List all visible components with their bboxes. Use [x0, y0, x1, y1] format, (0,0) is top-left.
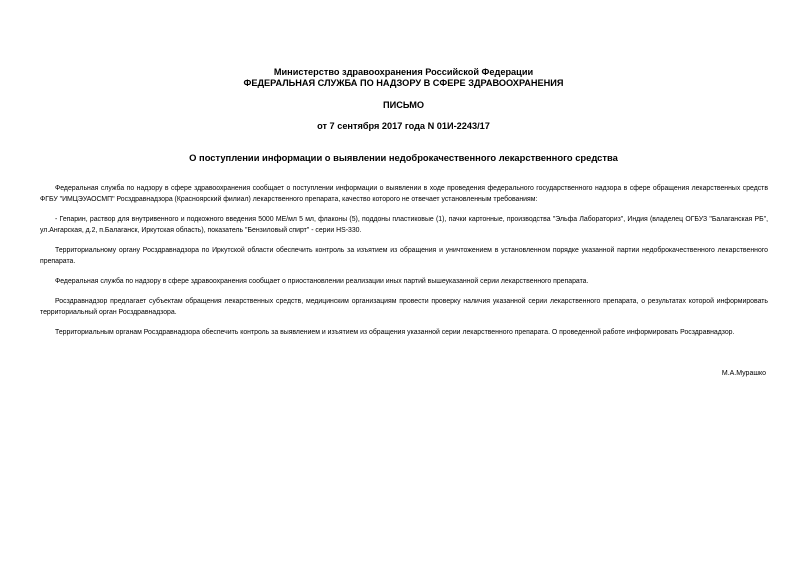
service-name: ФЕДЕРАЛЬНАЯ СЛУЖБА ПО НАДЗОРУ В СФЕРЕ ЗДРАВООХРАНЕНИЯ	[243, 78, 564, 88]
signature: М.А.Мурашко	[721, 370, 766, 377]
document-date-number: от 7 сентября 2017 года N 01И-2243/17	[317, 121, 490, 131]
paragraph-check-request: Росздравнадзор предлагает субъектам обращения лекарственных средств, медицинским организациям провести проверку наличия указанной серии лекарственного препарата, о результатах которой информировать территориальный орган Росздравнадзора.	[40, 298, 768, 316]
paragraph-irkutsk-control: Территориальному органу Росздравнадзора по Иркутской области обеспечить контроль за изъятием из обращения и уничтожением в установленном порядке указанной партии недоброкачественного лекарственного препарата.	[40, 247, 768, 265]
document-subject: О поступлении информации о выявлении недоброкачественного лекарственного средства	[189, 152, 618, 163]
paragraph-intro: Федеральная служба по надзору в сфере здравоохранения сообщает о поступлении информации о выявлении в ходе проведения федерального государственного надзора в сфере обращения лекарственных средств ФГБУ "ИМЦЭУАОСМП" Росздравнадзора (Красноярский филиал) лекарственного препарата, качество которого не отвечает установленным требованиям:	[40, 185, 768, 203]
ministry-name: Министерство здравоохранения Российской Федерации	[273, 67, 534, 77]
document-type: ПИСЬМО	[382, 100, 425, 110]
paragraph-suspension: Федеральная служба по надзору в сфере здравоохранения сообщает о приостановлении реализации иных партий вышеуказанной серии лекарственного препарата.	[55, 278, 589, 285]
paragraph-territorial-control: Территориальным органам Росздравнадзора обеспечить контроль за выявлением и изъятием из обращения указанной серии лекарственного препарата. О проведенной работе информировать Росздравнадзор.	[55, 329, 735, 336]
paragraph-drug-details: - Гепарин, раствор для внутривенного и подкожного введения 5000 МЕ/мл 5 мл, флаконы (5), поддоны пластиковые (1), пачки картонные, производства "Эльфа Лабораториз", Индия (владелец ОГБУЗ "Балаганская РБ", ул.Ангарская, д.2, п.Балаганск, Иркутская область), показатель "Бензиловый спирт" - серии HS-330.	[40, 216, 768, 234]
